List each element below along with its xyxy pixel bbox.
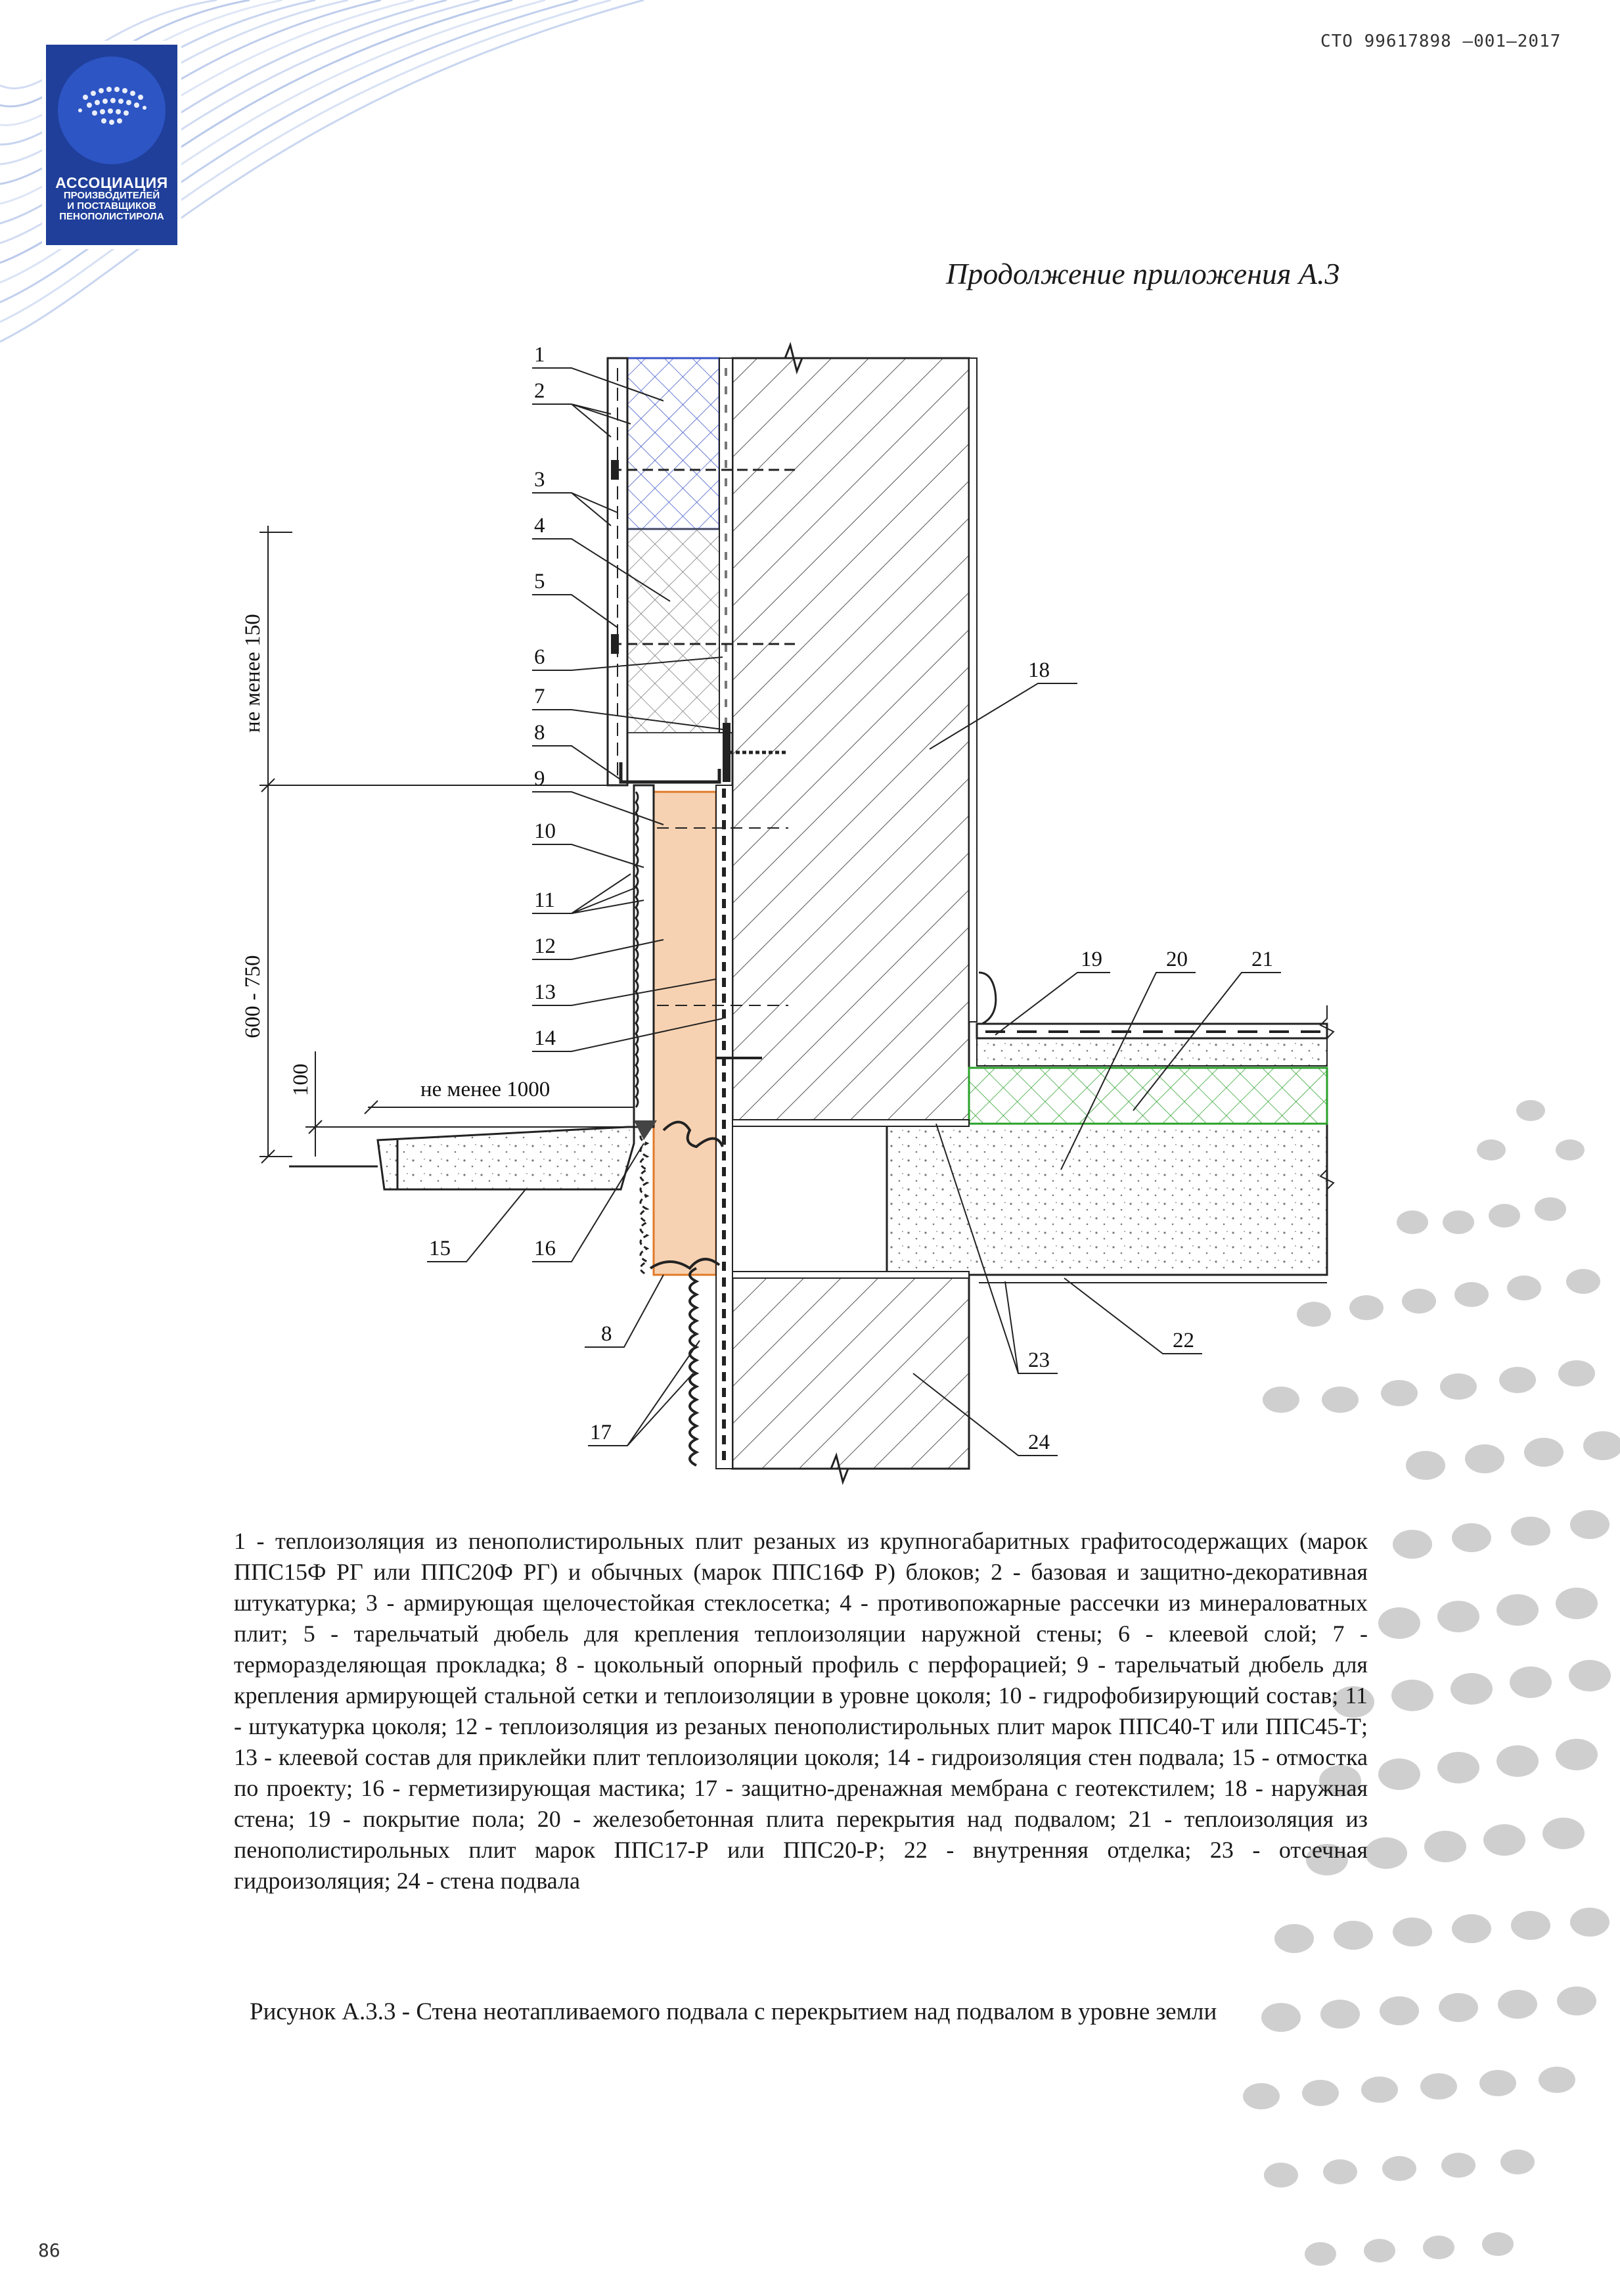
basement-wall: [732, 1275, 969, 1469]
logo-line3: И ПОСТАВЩИКОВ: [67, 200, 156, 212]
callout-9: 9: [534, 767, 545, 791]
callout-3: 3: [534, 468, 545, 492]
dim-100: 100: [289, 1063, 313, 1096]
eps-insulation: [627, 529, 719, 733]
callout-23: 23: [1028, 1348, 1050, 1372]
callout-13: 13: [534, 980, 556, 1004]
dim-600-750: 600 - 750: [241, 955, 265, 1038]
document-code: СТО 99617898 –001–2017: [1320, 32, 1562, 51]
callout-20: 20: [1166, 948, 1188, 971]
callout-19: 19: [1081, 948, 1102, 971]
callout-21: 21: [1251, 948, 1273, 971]
dimension-lines: [259, 526, 634, 1163]
logo-line4: ПЕНОПОЛИСТИРОЛА: [59, 210, 164, 222]
callout-5: 5: [534, 570, 545, 593]
floor-insulation: [969, 1068, 1327, 1124]
logo-line2: ПРОИЗВОДИТЕЛЕЙ: [63, 190, 160, 202]
callout-15: 15: [429, 1237, 451, 1260]
callout-8-lower: 8: [601, 1322, 612, 1346]
plinth-eps-insulation: [654, 792, 716, 1275]
callout-22: 22: [1173, 1329, 1194, 1352]
page-number: 86: [38, 2239, 60, 2261]
outer-wall: [732, 358, 969, 1124]
logo-line1: АССОЦИАЦИЯ: [55, 174, 168, 191]
callout-17: 17: [590, 1421, 612, 1444]
dim-min-150: не менее 150: [241, 614, 265, 733]
callout-2: 2: [534, 379, 545, 403]
callout-10: 10: [534, 819, 556, 843]
callout-1: 1: [534, 343, 545, 367]
figure-caption: Рисунок А.3.3 - Стена неотапливаемого подвала с перекрытием над подвалом в уровне земли: [250, 1998, 1217, 2025]
floor-slab: [887, 1124, 1327, 1275]
callout-7: 7: [534, 685, 545, 708]
callout-24: 24: [1028, 1431, 1050, 1454]
callout-18: 18: [1028, 658, 1050, 682]
callout-14: 14: [534, 1026, 556, 1050]
callout-12: 12: [534, 934, 556, 958]
graphite-eps-insulation: [627, 358, 719, 529]
blind-area: [378, 1127, 634, 1189]
callout-4: 4: [534, 514, 545, 538]
legend-text: 1 - теплоизоляция из пенополистирольных плит резаных из крупногабаритных графитосодержащих (марок ППС15Ф РГ или ППС20Ф РГ) и обычных (марок ППС16Ф Р) блоков; 2 - базовая и защитно-декоративная штукатурка; 3 - армирующая щелочестойкая стеклосетка; 4 - противопожарные рассечки из минераловатных плит; 5 - тарельчатый дюбель для крепления теплоизоляции наружной стены; 6 - клеевой слой; 7 - терморазделяющая прокладка; 8 - цокольный опорный профиль с перфорацией; 9 - тарельчатый дюбель для крепления армирующей стальной сетки и теплоизоляции в уровне цоколя; 10 - гидрофобизирующий состав; 11 - штукатурка цоколя; 12 - теплоизоляция из резаных пенополистирольных плит марок ППС40-Т или ППС45-Т; 13 - клеевой состав для приклейки плит теплоизоляции цоколя; 14 - гидроизоляция стен подвала; 15 - отмостка по проекту; 16 - герметизирующая мастика; 17 - защитно-дренажная мембрана с геотекстилем; 18 - наружная стена; 19 - покрытие пола; 20 - железобетонная плита перекрытия над подвалом; 21 - теплоизоляция из пенополистирольных плит марок ППС17-Р или ППС20-Р; 22 - внутренняя отделка; 23 - отсечная гидроизоляция; 24 - стена подвала: [234, 1528, 1368, 1894]
dim-min-1000: не менее 1000: [420, 1078, 551, 1101]
callout-8: 8: [534, 721, 545, 745]
callout-16: 16: [534, 1237, 556, 1260]
section-title: Продолжение приложения А.3: [946, 257, 1340, 290]
callout-11: 11: [534, 888, 555, 912]
callout-6: 6: [534, 645, 545, 669]
